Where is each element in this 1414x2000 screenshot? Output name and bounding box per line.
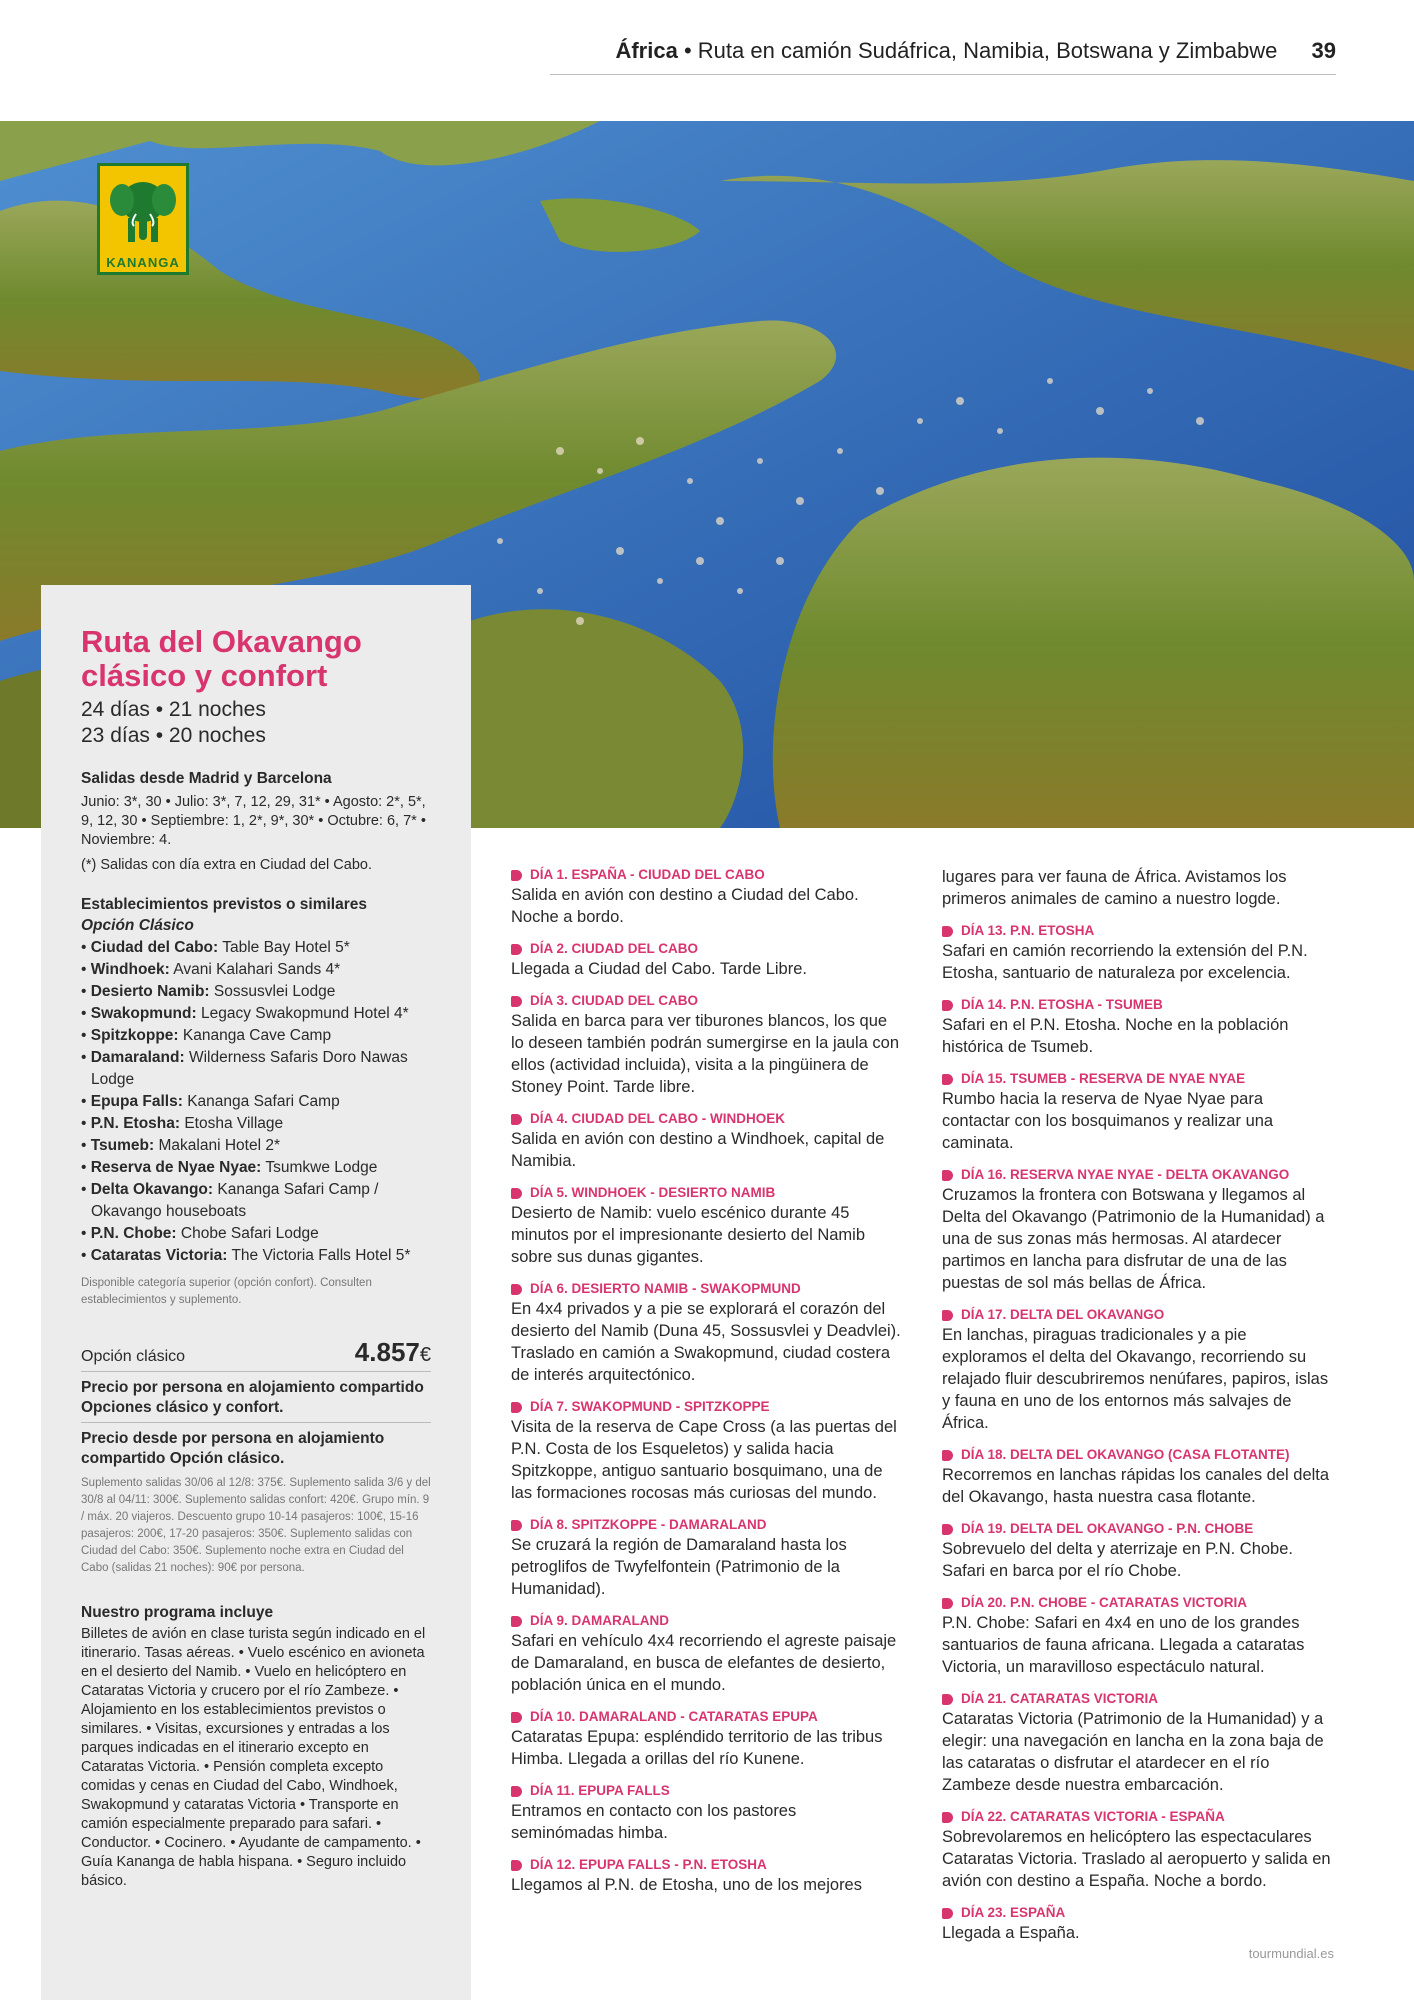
itinerary-day xyxy=(511,1184,903,1268)
day-marker-icon xyxy=(511,1114,522,1125)
day-heading: DÍA 3. CIUDAD DEL CABO xyxy=(530,993,699,1008)
day-heading: DÍA 5. WINDHOEK - DESIERTO NAMIB xyxy=(530,1185,776,1200)
itinerary-day xyxy=(511,1398,903,1504)
departures-heading: Salidas desde Madrid y Barcelona xyxy=(81,770,332,787)
elephant-icon xyxy=(106,170,180,250)
day-heading: DÍA 15. TSUMEB - RESERVA DE NYAE NYAE xyxy=(961,1071,1246,1086)
day-marker-icon xyxy=(511,1402,522,1413)
hotel-item: • Spitzkoppe: Kananga Cave Camp xyxy=(81,1027,332,1044)
day-marker-icon xyxy=(942,1812,953,1823)
header-separator: • xyxy=(683,38,692,63)
day-text: Cataratas Epupa: espléndido territorio de las tribus Himba. Llegada a orillas del río Kunene. xyxy=(511,1728,883,1768)
day-text: Safari en vehículo 4x4 recorriendo el agreste paisaje de Damaraland, en busca de elefantes de desierto, población única en el mundo. xyxy=(511,1632,897,1694)
day-marker-icon xyxy=(942,1000,953,1011)
kananga-logo xyxy=(97,163,189,275)
includes-text: Billetes de avión en clase turista según indicado en el itinerario. Tasas aéreas. • Vuelo escénico en avioneta en el desierto del Namib. • Vuelo en helicóptero en Cataratas Victoria y crucero por el río Zambeze. • Alojamiento en los establecimientos previstos o similares. • Visitas, excursiones y entradas a los parques indicadas en el itinerario excepto en Cataratas Victoria. • Pensión completa excepto comidas y cenas en Ciudad del Cabo, Windhoek, Swakopmund y cataratas Victoria • Transporte en camión especialmente preparado para safari. • Conductor. • Cocinero. • Ayudante de campamento. • Guía Kananga de habla hispana. • Seguro incluido básico. xyxy=(81,1626,426,1889)
itinerary-day xyxy=(511,866,903,928)
price-label: Opción clásico xyxy=(81,1348,186,1365)
supplements-note: Suplemento salidas 30/06 al 12/8: 375€. Suplemento salida 3/6 y del 30/8 al 04/11: 300€. Suplemento salidas confort: 420€. Grupo mín. 9 / máx. 20 viajeros. Descuento grupo 10-14 pasajeros: 100€, 15-16 pasajeros: 200€, 17-20 pasajeros: 350€. Suplemento salidas con Ciudad del Cabo: 350€. Suplemento noche extra en Ciudad del Cabo (salidas 21 noches): 90€ por persona. xyxy=(81,1477,431,1574)
price-row xyxy=(81,1337,431,1372)
hotel-item: • Swakopmund: Legacy Swakopmund Hotel 4* xyxy=(81,1005,409,1022)
hotel-item: • Reserva de Nyae Nyae: Tsumkwe Lodge xyxy=(81,1159,378,1176)
day-text: Visita de la reserva de Cape Cross (a las puertas del P.N. Costa de los Esqueletos) y salida hacia Spitzkoppe, antiguo santuario bosquimano, una de las formaciones rocosas más curiosas del mundo. xyxy=(511,1418,897,1502)
day-heading: DÍA 12. EPUPA FALLS - P.N. ETOSHA xyxy=(530,1857,767,1872)
header-region: África xyxy=(615,38,678,63)
duration-option2: 23 días • 20 noches xyxy=(81,724,266,747)
hotel-item: • Delta Okavango: Kananga Safari Camp / Okavango houseboats xyxy=(81,1181,379,1220)
hotels-list xyxy=(81,937,431,1267)
day-heading: DÍA 8. SPITZKOPPE - DAMARALAND xyxy=(530,1517,767,1532)
day-marker-icon xyxy=(511,944,522,955)
day-text: Llegada a España. xyxy=(942,1924,1080,1942)
day-marker-icon xyxy=(511,996,522,1007)
day-text-continued: lugares para ver fauna de África. Avistamos los primeros animales de camino a nuestro logde. xyxy=(942,868,1287,908)
day-text: Safari en el P.N. Etosha. Noche en la población histórica de Tsumeb. xyxy=(942,1016,1289,1056)
day-heading: DÍA 4. CIUDAD DEL CABO - WINDHOEK xyxy=(530,1111,786,1126)
day-text: Llegamos al P.N. de Etosha, uno de los mejores xyxy=(511,1876,862,1894)
day-text: Safari en camión recorriendo la extensión del P.N. Etosha, santuario de naturaleza por excelencia. xyxy=(942,942,1308,982)
day-marker-icon xyxy=(942,1450,953,1461)
day-text: En 4x4 privados y a pie se explorará el corazón del desierto del Namib (Duna 45, Sossusvlei y Deadvlei). Traslado en camión a Swakopmund, ciudad costera de interés arquitectónico. xyxy=(511,1300,901,1384)
day-text: Entramos en contacto con los pastores seminómadas himba. xyxy=(511,1802,797,1842)
price-note-2: Precio desde por persona en alojamiento compartido Opción clásico. xyxy=(81,1430,385,1467)
day-heading: DÍA 13. P.N. ETOSHA xyxy=(961,923,1095,938)
day-marker-icon xyxy=(942,926,953,937)
day-text: Cruzamos la frontera con Botswana y llegamos al Delta del Okavango (Patrimonio de la Humanidad) a una de sus zonas más hermosas. Al atardecer partimos en lancha para disfrutar de una de las puestas de sol más bellas de África. xyxy=(942,1186,1325,1292)
day-marker-icon xyxy=(511,1520,522,1531)
day-heading: DÍA 9. DAMARALAND xyxy=(530,1613,669,1628)
itinerary-day xyxy=(942,1446,1334,1508)
footer-site: tourmundial.es xyxy=(1248,1946,1334,1961)
hotel-item: • Desierto Namib: Sossusvlei Lodge xyxy=(81,983,336,1000)
day-heading: DÍA 17. DELTA DEL OKAVANGO xyxy=(961,1307,1165,1322)
hotels-note: Disponible categoría superior (opción confort). Consulten establecimientos y suplemento. xyxy=(81,1277,372,1306)
itinerary-column-2 xyxy=(942,866,1334,1944)
day-text: Sobrevolaremos en helicóptero las espectaculares Cataratas Victoria. Traslado al aeropuerto y salida en avión con destino a España. Noche a bordo. xyxy=(942,1828,1331,1890)
day-marker-icon xyxy=(942,1908,953,1919)
day-text: Sobrevuelo del delta y aterrizaje en P.N. Chobe. Safari en barca por el río Chobe. xyxy=(942,1540,1293,1580)
itinerary-day xyxy=(511,1856,903,1896)
itinerary-day xyxy=(511,940,903,980)
day-heading: DÍA 2. CIUDAD DEL CABO xyxy=(530,941,699,956)
itinerary-day xyxy=(942,1808,1334,1892)
departures-note: (*) Salidas con día extra en Ciudad del Cabo. xyxy=(81,857,372,873)
day-marker-icon xyxy=(511,1786,522,1797)
day-heading: DÍA 20. P.N. CHOBE - CATARATAS VICTORIA xyxy=(961,1595,1248,1610)
itinerary-day xyxy=(942,1594,1334,1678)
day-marker-icon xyxy=(511,1860,522,1871)
day-marker-icon xyxy=(511,1284,522,1295)
logo-text: KANANGA xyxy=(106,255,180,270)
hotel-item: • P.N. Etosha: Etosha Village xyxy=(81,1115,284,1132)
day-text: Rumbo hacia la reserva de Nyae Nyae para contactar con los bosquimanos y realizar una caminata. xyxy=(942,1090,1274,1152)
trip-title xyxy=(81,625,431,693)
hotel-item: • Ciudad del Cabo: Table Bay Hotel 5* xyxy=(81,939,350,956)
day-heading: DÍA 21. CATARATAS VICTORIA xyxy=(961,1691,1159,1706)
day-heading: DÍA 1. ESPAÑA - CIUDAD DEL CABO xyxy=(530,867,765,882)
day-text: Recorremos en lanchas rápidas los canales del delta del Okavango, hasta nuestra casa flotante. xyxy=(942,1466,1330,1506)
hotel-item: • Epupa Falls: Kananga Safari Camp xyxy=(81,1093,340,1110)
day-text: Se cruzará la región de Damaraland hasta los petroglifos de Twyfelfontein (Patrimonio de la Humanidad). xyxy=(511,1536,847,1598)
includes-heading: Nuestro programa incluye xyxy=(81,1604,274,1621)
day-marker-icon xyxy=(942,1170,953,1181)
day-heading: DÍA 23. ESPAÑA xyxy=(961,1905,1066,1920)
duration-option1: 24 días • 21 noches xyxy=(81,698,266,721)
day-text: Salida en avión con destino a Windhoek, capital de Namibia. xyxy=(511,1130,885,1170)
hotel-item: • Cataratas Victoria: The Victoria Falls Hotel 5* xyxy=(81,1247,411,1264)
hotel-item: • P.N. Chobe: Chobe Safari Lodge xyxy=(81,1225,319,1242)
day-text: Desierto de Namib: vuelo escénico durante 45 minutos por el impresionante desierto del Namib sobre sus dunas gigantes. xyxy=(511,1204,866,1266)
day-heading: DÍA 18. DELTA DEL OKAVANGO (CASA FLOTANTE) xyxy=(961,1447,1290,1462)
day-marker-icon xyxy=(511,1712,522,1723)
trip-title-line1: Ruta del Okavango xyxy=(81,624,362,659)
day-marker-icon xyxy=(511,870,522,881)
itinerary-day xyxy=(511,1782,903,1844)
header-divider xyxy=(550,74,1336,75)
itinerary-day xyxy=(942,922,1334,984)
itinerary-day xyxy=(942,1904,1334,1944)
itinerary-day xyxy=(511,1612,903,1696)
itinerary-day xyxy=(942,1306,1334,1434)
hotel-item: • Windhoek: Avani Kalahari Sands 4* xyxy=(81,961,341,978)
departures-dates: Junio: 3*, 30 • Julio: 3*, 7, 12, 29, 31* • Agosto: 2*, 5*, 9, 12, 30 • Septiembre: 1, 2*, 9*, 30* • Octubre: 6, 7* • Noviembre: 4. xyxy=(81,794,426,848)
page-header xyxy=(0,38,1336,78)
day-heading: DÍA 6. DESIERTO NAMIB - SWAKOPMUND xyxy=(530,1281,801,1296)
day-text: En lanchas, piraguas tradicionales y a pie exploramos el delta del Okavango, recorriendo su relajado fluir descubriremos nenúfares, papiros, islas y fauna en uno de los entornos más salvajes de África. xyxy=(942,1326,1329,1432)
itinerary-day xyxy=(942,1070,1334,1154)
price-note-1: Precio por persona en alojamiento compartido Opciones clásico y confort. xyxy=(81,1378,431,1423)
hotels-heading: Establecimientos previstos o similares xyxy=(81,896,368,913)
trip-summary-panel xyxy=(41,585,471,2000)
day-marker-icon xyxy=(942,1598,953,1609)
day-text: P.N. Chobe: Safari en 4x4 en uno de los grandes santuarios de fauna africana. Llegada a cataratas Victoria, un maravilloso espectáculo natural. xyxy=(942,1614,1305,1676)
hotels-option-label: Opción Clásico xyxy=(81,917,194,934)
itinerary-day xyxy=(942,1520,1334,1582)
day-heading: DÍA 7. SWAKOPMUND - SPITZKOPPE xyxy=(530,1399,770,1414)
day-marker-icon xyxy=(511,1188,522,1199)
day-marker-icon xyxy=(942,1074,953,1085)
day-text: Salida en avión con destino a Ciudad del Cabo. Noche a bordo. xyxy=(511,886,859,926)
itinerary-column-1 xyxy=(511,866,903,1896)
itinerary-day xyxy=(942,1166,1334,1294)
itinerary-day xyxy=(511,1516,903,1600)
day-heading: DÍA 22. CATARATAS VICTORIA - ESPAÑA xyxy=(961,1809,1225,1824)
day-marker-icon xyxy=(942,1524,953,1535)
day-text: Salida en barca para ver tiburones blancos, los que lo deseen también podrán sumergirse en la jaula con ellos (actividad incluida), visita a la pingüinera de Stoney Point. Tarde libre. xyxy=(511,1012,899,1096)
day-heading: DÍA 16. RESERVA NYAE NYAE - DELTA OKAVANGO xyxy=(961,1167,1290,1182)
day-marker-icon xyxy=(942,1310,953,1321)
day-marker-icon xyxy=(942,1694,953,1705)
itinerary-day xyxy=(511,1280,903,1386)
itinerary-day xyxy=(511,1110,903,1172)
day-text: Llegada a Ciudad del Cabo. Tarde Libre. xyxy=(511,960,807,978)
itinerary-day xyxy=(511,992,903,1098)
day-marker-icon xyxy=(511,1616,522,1627)
day-heading: DÍA 11. EPUPA FALLS xyxy=(530,1783,670,1798)
hotel-item: • Tsumeb: Makalani Hotel 2* xyxy=(81,1137,280,1154)
header-route: Ruta en camión Sudáfrica, Namibia, Botswana y Zimbabwe xyxy=(697,38,1278,63)
itinerary-day xyxy=(511,1708,903,1770)
itinerary-day xyxy=(942,1690,1334,1796)
day-heading: DÍA 14. P.N. ETOSHA - TSUMEB xyxy=(961,997,1163,1012)
day-heading: DÍA 10. DAMARALAND - CATARATAS EPUPA xyxy=(530,1709,818,1724)
day-heading: DÍA 19. DELTA DEL OKAVANGO - P.N. CHOBE xyxy=(961,1521,1254,1536)
day-text: Cataratas Victoria (Patrimonio de la Humanidad) y a elegir: una navegación en lancha en la zona baja de las cataratas o disfrutar el atardecer en el río Zambeze desde nuestra embarcación. xyxy=(942,1710,1324,1794)
hotel-item: • Damaraland: Wilderness Safaris Doro Nawas Lodge xyxy=(81,1049,408,1088)
page-number: 39 xyxy=(1311,38,1336,63)
trip-title-line2: clásico y confort xyxy=(81,658,328,693)
price-value: 4.857€ xyxy=(354,1337,431,1367)
itinerary-day xyxy=(942,996,1334,1058)
